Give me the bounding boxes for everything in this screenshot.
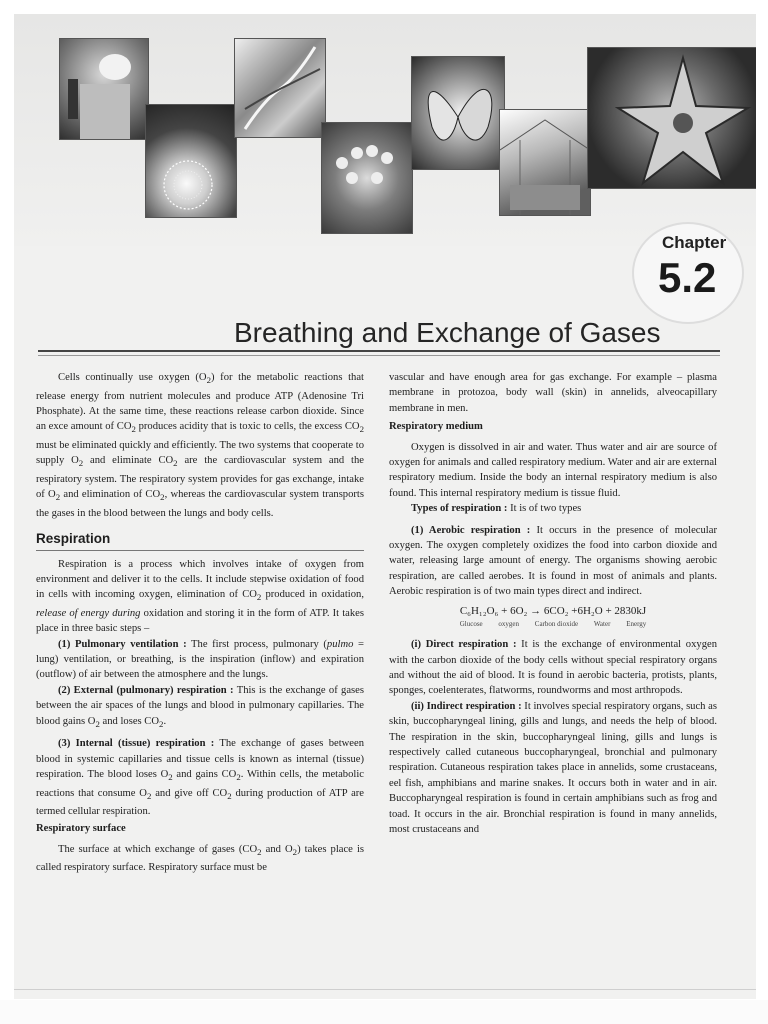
equation-label: oxygen	[498, 620, 520, 629]
equation-water: +6H₂O	[571, 604, 603, 617]
page-bottom-edge	[14, 989, 756, 990]
respiration-equation	[389, 604, 717, 619]
equation-arrow: →	[530, 604, 542, 617]
title-rule	[38, 350, 720, 352]
equation-glucose: C₆H₁₂O₆	[459, 604, 499, 617]
greenhouse-photo	[499, 109, 591, 216]
scan-margin	[0, 1000, 768, 1024]
respiratory-surface-heading: Respiratory surface	[36, 823, 126, 835]
chapter-number: 5.2	[658, 254, 717, 301]
starfish-photo	[587, 47, 756, 189]
pulmonary-ventilation-paragraph: (1) Pulmonary ventilation : The first process, pulmonary (pulmo = lung) ventilation, or breathing, is the inspiration (inflow) and expiration (outflow) of air between the atmosphere and the lungs.	[36, 638, 365, 681]
equation-label: Carbon dioxide	[534, 620, 579, 629]
left-column	[36, 370, 364, 876]
equation-label: Energy	[626, 620, 647, 629]
equation-carbon-dioxide: 6CO₂	[543, 604, 569, 617]
dna-strand-photo	[234, 38, 326, 138]
lab-scientist-photo	[59, 38, 149, 140]
aerobic-respiration-paragraph: (1) Aerobic respiration : It occurs in the presence of molecular oxygen. The oxygen completely oxidizes the food into carbon dioxide and water, releasing large amount of energy. The organisms showing aerobic respiration, are called aerobes. It is found in most of animals and plants. Aerobic respiration is of two main types direct and indirect.	[389, 524, 717, 598]
intro-paragraph: Cells continually use oxygen $(O_2)$ for the metabolic reactions that release energy from nutrient molecules and produce ATP (Adenosine Tri Phosphate). At the same time, these reactions release carbon dioxide. Since an exce amount of $CO_2$ produces acidity that is toxic to cells, the excess $CO_2$ must be eliminated quickly and efficiently. The two systems that cooperate to supply $O_2$ and eliminate $CO_2$ are the cardiovascular system and the respiratory system. The respiratory system provides for gas exchange, intake of $O_2$ and elimination of $CO_2$, whereas the cardiovascular system transports the gases in the blood between the lungs and body cells.	[36, 372, 364, 519]
equation-label: Water	[593, 620, 611, 629]
right-column	[389, 370, 717, 837]
sea-anemone-photo	[321, 122, 413, 234]
equation-labels	[389, 620, 717, 629]
external-respiration-paragraph: (2) External (pulmonary) respiration : This is the exchange of gases between the air spaces of the lungs and blood in pulmonary capillaries. The blood gains $O_2$ and loses $CO_2$.	[36, 684, 365, 729]
equation-label: Glucose	[459, 620, 483, 629]
respiratory-surface-paragraph: The surface at which exchange of gases ($CO_2$ and $O_2$) takes place is called respiratory surface. Respiratory surface must be	[36, 843, 365, 874]
title-rule-thin	[38, 355, 720, 356]
equation-energy: + 2830kJ	[605, 604, 647, 617]
butterfly-photo	[411, 56, 505, 170]
equation-oxygen: + 6O₂	[501, 604, 528, 617]
respiratory-medium-heading: Respiratory medium	[389, 421, 483, 433]
types-of-respiration: Types of respiration : It is of two types	[411, 503, 582, 515]
page-title: Breathing and Exchange of Gases	[234, 317, 661, 348]
internal-respiration-paragraph: (3) Internal (tissue) respiration : The exchange of gases between blood in systemic capillaries and tissue cells is known as internal (tissue) respiration. The blood loses $O_2$ and gains $CO_2$. Within cells, the metabolic reactions that consume $O_2$ and give off $CO_2$ during production of ATP are termed cellular respiration.	[36, 738, 364, 818]
continued-paragraph: vascular and have enough area for gas exchange. For example – plasma membrane in protozoa, body wall (skin) in annelids, alveocapillary membrane in men.	[389, 372, 717, 414]
respiration-paragraph: Respiration is a process which involves intake of oxygen from environment and deliver it to the cells. It include stepwise oxidation of food in cells with incoming oxygen, elimination of $CO_2$ produced in oxidation, release of energy during oxidation and storing it in the form of ATP. It takes place in three basic steps –	[36, 558, 364, 635]
direct-respiration-paragraph: (i) Direct respiration : It is the exchange of environmental oxygen with the carbon dioxide of the body cells without special respiratory organs and without the aid of blood. It is found in aerobic bacteria, protists, plants, sponges, coelenterates, flatworms, roundworms and most arthropods.	[389, 639, 717, 697]
respiratory-medium-paragraph: Oxygen is dissolved in air and water. Thus water and air are source of oxygen for animals and called respiratory medium. Water and air are external respiratory medium. Inside the body an internal respiratory medium is also found. This internal respiratory medium is tissue fluid.	[389, 441, 717, 499]
respiration-heading: Respiration	[36, 531, 111, 547]
dandelion-seed-photo	[145, 104, 237, 218]
heading-underline	[36, 550, 364, 551]
chapter-label: Chapter	[662, 233, 727, 252]
indirect-respiration-paragraph: (ii) Indirect respiration : It involves special respiratory organs, such as skin, buccopharyngeal lining, gills and lungs, and needs the help of blood. The respiration in the skin, buccopharyngeal lining, gills and lungs is respectively called cutaneous buccopharyngeal, bronchial and pulmonary respiration. Cutaneous respiration takes place in annelids, some crustaceans, eel fish, amphibians and marine snakes. It occurs both in water and in air. Buccopharyngeal respiration is found in certain amphibians such as frog and toad. It occurs in the air. Bronchial respiration is found in many annelids, most crustaceans and	[389, 700, 717, 835]
